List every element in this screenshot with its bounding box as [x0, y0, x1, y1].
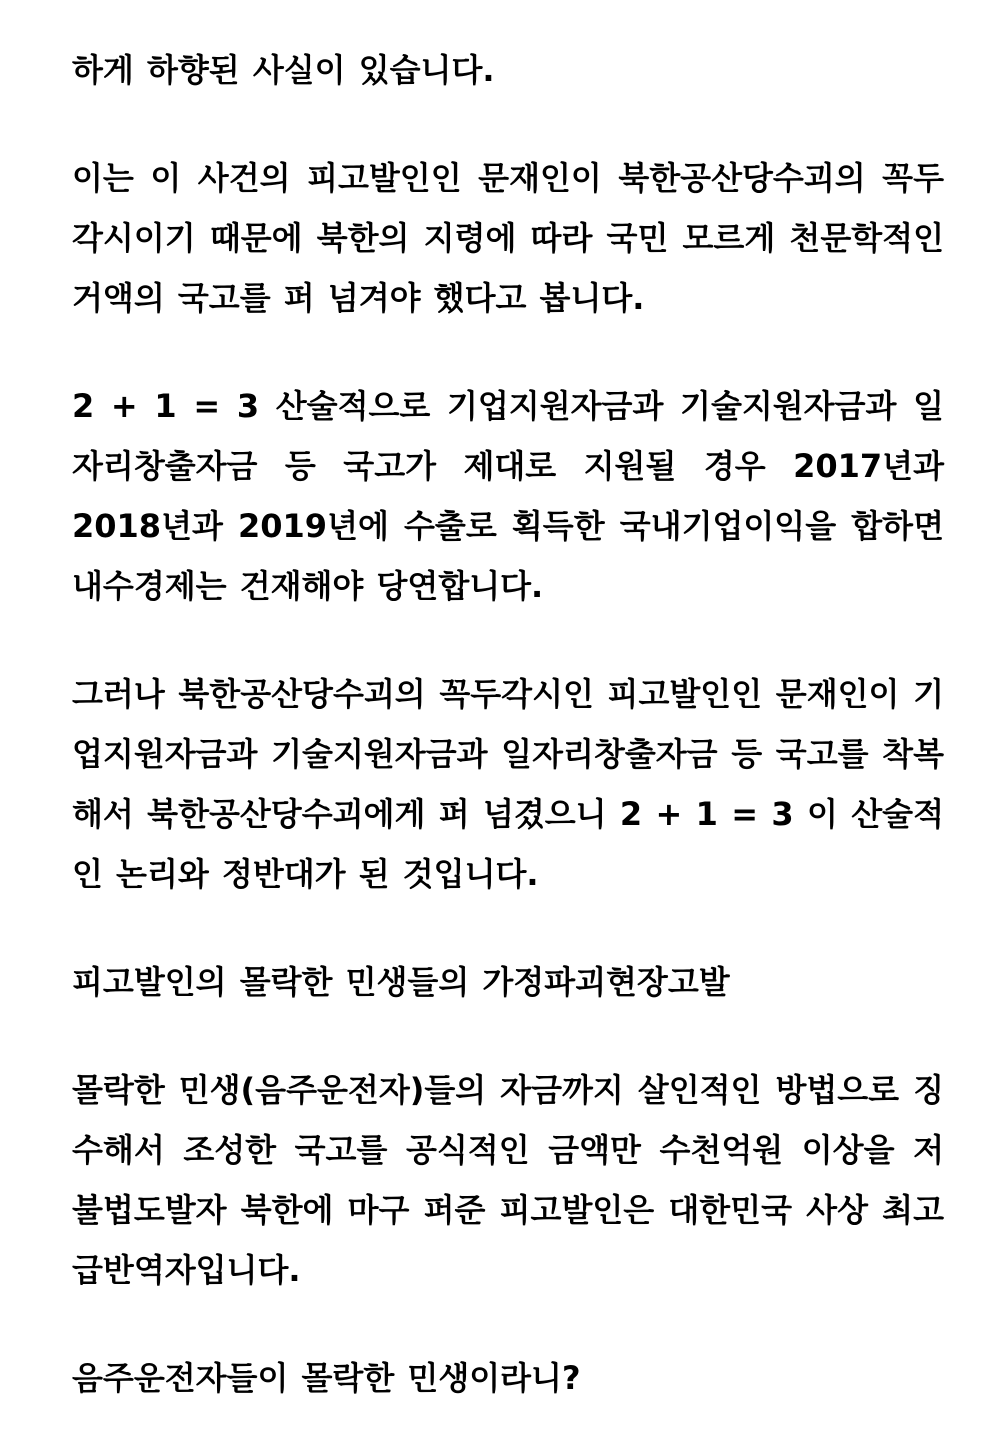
paragraph-puppet-claim: 이는 이 사건의 피고발인인 문재인이 북한공산당수괴의 꼭두각시이기 때문에 북한의 지령에 따라 국민 모르게 천문학적인 거액의 국고를 퍼 넘겨야 했다고 봅니다.: [72, 159, 944, 317]
paragraph-embezzlement-claim: 그러나 북한공산당수괴의 꼭두각시인 피고발인인 문재인이 기업지원자금과 기술지원자금과 일자리창출자금 등 국고를 착복해서 북한공산당수괴에게 퍼 넘겼으니 2 + 1 = 3 이 산술적인 논리와 정반대가 된 것입니다.: [72, 675, 944, 893]
paragraph-continuation: 하게 하향된 사실이 있습니다.: [72, 51, 495, 89]
document-page: [72, 40, 944, 1456]
paragraph-traitor-claim: 몰락한 민생(음주운전자)들의 자금까지 살인적인 방법으로 징수해서 조성한 국고를 공식적인 금액만 수천억원 이상을 저 불법도발자 북한에 마구 퍼준 피고발인은 대한민국 사상 최고급반역자입니다.: [72, 1071, 944, 1289]
paragraph-closing-question: 음주운전자들이 몰락한 민생이라니?: [72, 1359, 581, 1397]
section-heading: 피고발인의 몰락한 민생들의 가정파괴현장고발: [72, 963, 730, 1001]
paragraph-arithmetic-argument: 2 + 1 = 3 산술적으로 기업지원자금과 기술지원자금과 일자리창출자금 등 국고가 제대로 지원될 경우 2017년과 2018년과 2019년에 수출로 획득한 국내기업이익을 합하면 내수경제는 건재해야 당연합니다.: [72, 387, 944, 605]
